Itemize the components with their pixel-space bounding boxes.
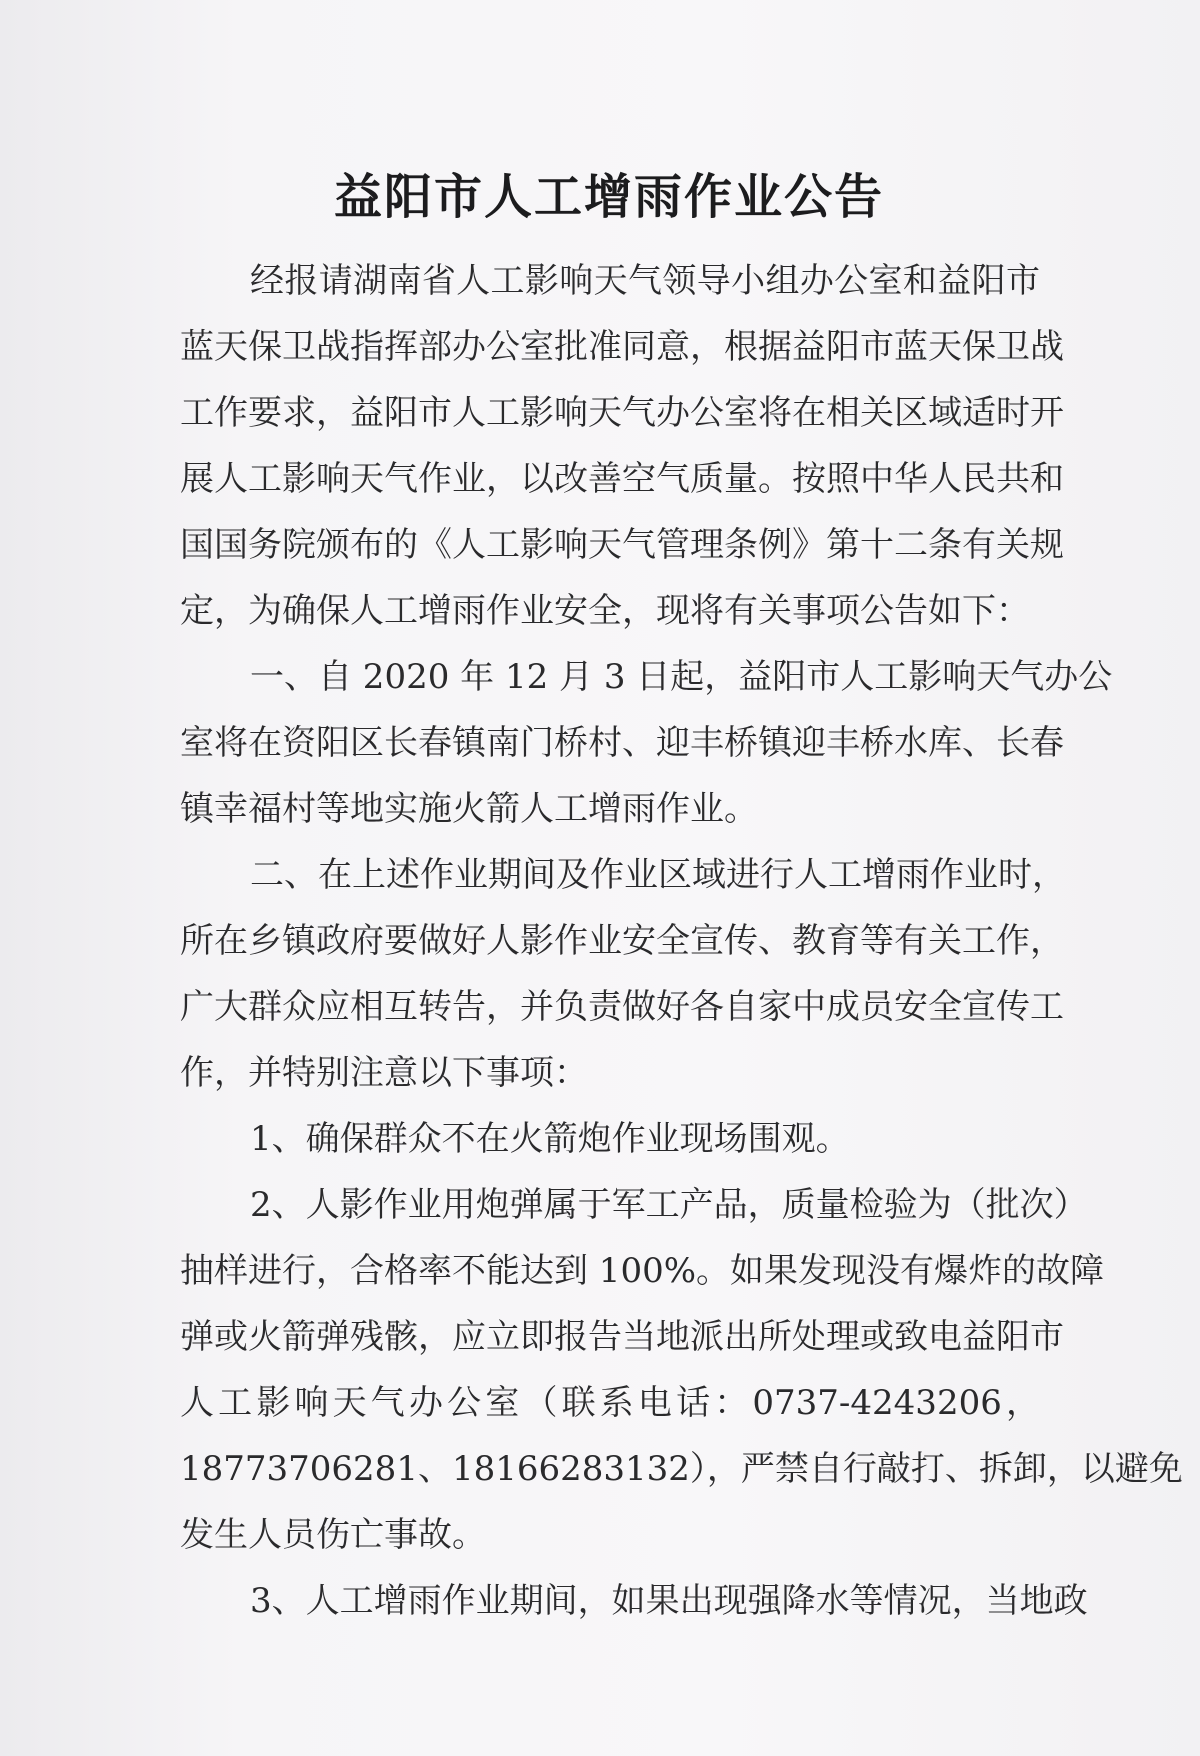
body-line: 二、在上述作业期间及作业区域进行人工增雨作业时， [250, 855, 1066, 895]
body-line: 广大群众应相互转告，并负责做好各自家中成员安全宣传工 [180, 987, 1064, 1027]
body-line: 镇幸福村等地实施火箭人工增雨作业。 [180, 789, 758, 829]
body-line: 作，并特别注意以下事项： [180, 1053, 588, 1093]
body-line: 国国务院颁布的《人工影响天气管理条例》第十二条有关规 [180, 525, 1064, 565]
body-line: 2、人影作业用炮弹属于军工产品，质量检验为（批次） [250, 1185, 1088, 1225]
document-body [180, 248, 1183, 1634]
body-line: 定，为确保人工增雨作业安全，现将有关事项公告如下： [180, 591, 1030, 631]
body-line: 3、人工增雨作业期间，如果出现强降水等情况，当地政 [250, 1581, 1088, 1621]
body-line: 经报请湖南省人工影响天气领导小组办公室和益阳市 [250, 261, 1040, 301]
body-line: 发生人员伤亡事故。 [180, 1515, 486, 1555]
body-line: 展人工影响天气作业，以改善空气质量。按照中华人民共和 [180, 459, 1064, 499]
document-title: 益阳市人工增雨作业公告 [333, 169, 884, 225]
body-line: 人工影响天气办公室（联系电话：0737-4243206， [180, 1383, 1040, 1423]
body-line: 1、确保群众不在火箭炮作业现场围观。 [250, 1119, 850, 1159]
body-line: 弹或火箭弹残骸，应立即报告当地派出所处理或致电益阳市 [180, 1317, 1064, 1357]
body-line: 抽样进行，合格率不能达到 100%。如果发现没有爆炸的故障 [180, 1251, 1105, 1291]
body-line: 蓝天保卫战指挥部办公室批准同意，根据益阳市蓝天保卫战 [180, 327, 1064, 367]
body-line: 所在乡镇政府要做好人影作业安全宣传、教育等有关工作， [180, 921, 1064, 961]
body-line: 室将在资阳区长春镇南门桥村、迎丰桥镇迎丰桥水库、长春 [180, 723, 1064, 763]
body-line: 18773706281、18166283132），严禁自行敲打、拆卸，以避免 [180, 1449, 1183, 1489]
body-line: 一、自 2020 年 12 月 3 日起，益阳市人工影响天气办公 [250, 657, 1113, 697]
body-line: 工作要求，益阳市人工影响天气办公室将在相关区域适时开 [180, 393, 1064, 433]
